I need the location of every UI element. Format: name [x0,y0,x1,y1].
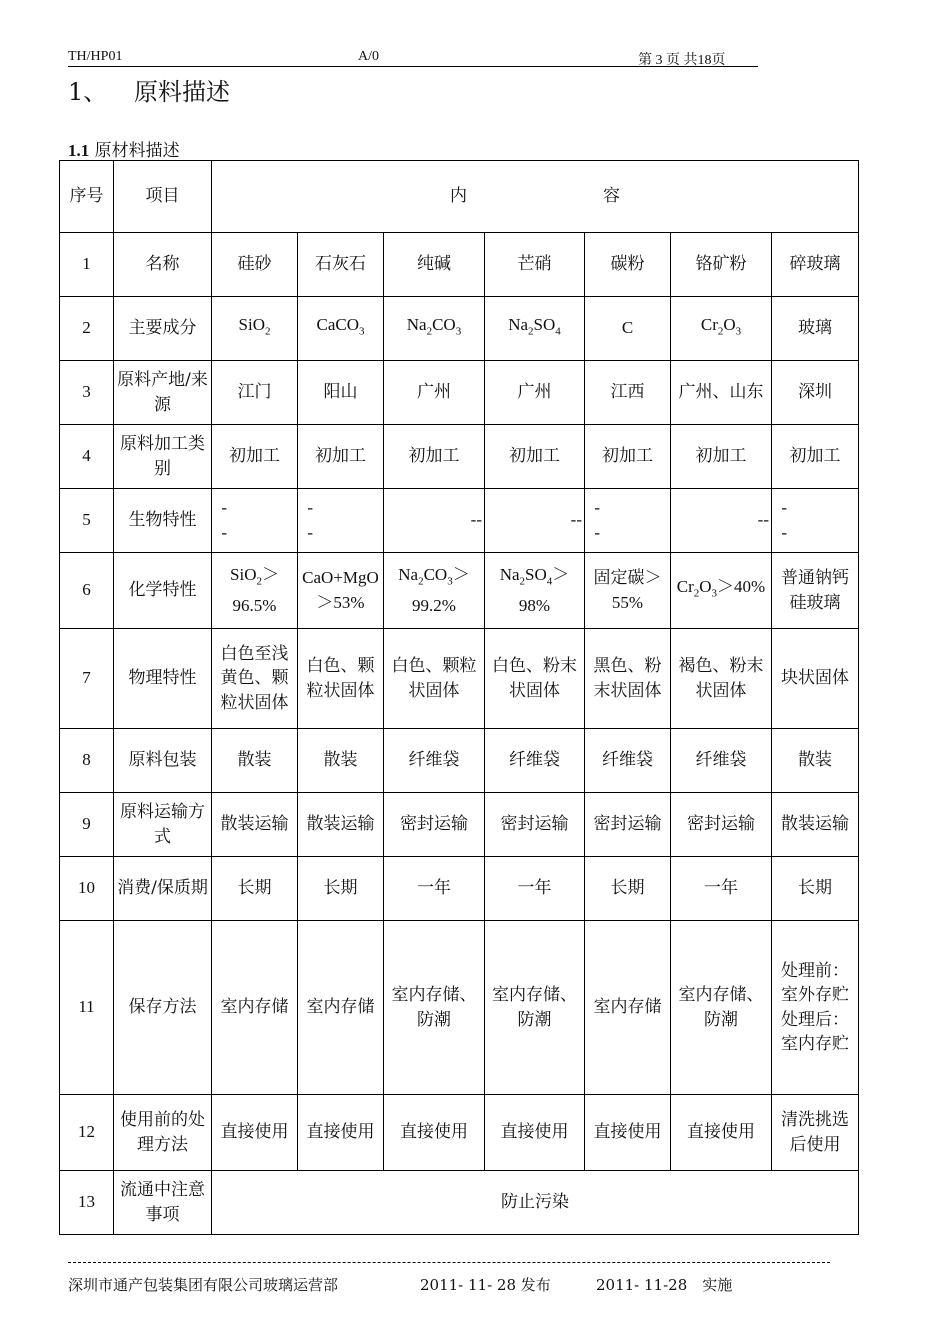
table-cell [585,489,671,553]
table-cell: 纤维袋 [485,729,585,793]
table-cell: $Na_2CO_3>99.2\%$ [384,553,485,629]
table-cell [212,489,298,553]
footer-company: 深圳市通产包装集团有限公司玻璃运营部 [68,1276,339,1294]
table-cell: 密封运输 [384,793,485,857]
table-row [60,233,859,297]
table-cell [671,489,772,553]
dash-glyph: -- [570,510,582,530]
table-cell: 室内存储 [212,921,298,1095]
table-cell: 室内存储 [298,921,384,1095]
table-row [60,1095,859,1171]
table-cell: 密封运输 [585,793,671,857]
table-cell: 石灰石 [298,233,384,297]
table-cell: SiO$_2$ [212,297,298,361]
row-label: 流通中注意事项 [114,1171,212,1235]
row-number: 2 [60,297,114,361]
table-cell: 纯碱 [384,233,485,297]
row-label: 保存方法 [114,921,212,1095]
table-cell: 阳山 [298,361,384,425]
table-cell: 散装运输 [212,793,298,857]
table-cell: 散装 [298,729,384,793]
merged-cell: 防止污染 [212,1171,859,1235]
table-row [60,729,859,793]
materials-table [59,160,859,1235]
table-cell: 初加工 [671,425,772,489]
table-cell [384,489,485,553]
table-cell: 直接使用 [485,1095,585,1171]
table-cell: 长期 [772,857,859,921]
table-cell: C [585,297,671,361]
table-cell: 白色、颗粒状固体 [384,629,485,729]
table-cell: 密封运输 [485,793,585,857]
row-number: 4 [60,425,114,489]
table-cell: 黑色、粉末状固体 [585,629,671,729]
table-cell: 处理前：室外存贮处理后：室内存贮 [772,921,859,1095]
page-info: 第 3 页 共18页 [638,53,726,68]
table-cell: CaCO$_3$ [298,297,384,361]
table-cell: 长期 [298,857,384,921]
table-cell: 密封运输 [671,793,772,857]
table-cell: $Na_2SO_4$ [485,297,585,361]
dash-glyph: -- [781,498,856,542]
table-cell: $Na_2SO_4>98\%$ [485,553,585,629]
table-cell: 直接使用 [585,1095,671,1171]
table-row [60,921,859,1095]
footer-issue-date: 2011- 11- 28 发布 [420,1276,551,1294]
table-row [60,793,859,857]
row-label: 使用前的处理方法 [114,1095,212,1171]
table-cell: 直接使用 [671,1095,772,1171]
row-label: 原料产地/来源 [114,361,212,425]
row-number: 1 [60,233,114,297]
table-header-row [60,161,859,233]
table-cell: 长期 [585,857,671,921]
table-cell: 初加工 [772,425,859,489]
table-cell: 碳粉 [585,233,671,297]
row-number: 6 [60,553,114,629]
table-row [60,1171,859,1235]
table-cell: 散装 [772,729,859,793]
header-seq: 序号 [60,161,114,233]
table-cell: 硅砂 [212,233,298,297]
row-number: 12 [60,1095,114,1171]
dash-glyph: -- [221,498,295,542]
row-number: 8 [60,729,114,793]
table-cell: 初加工 [384,425,485,489]
table-cell: 普通钠钙硅玻璃 [772,553,859,629]
table-cell: $Cr_2O_3$ [671,297,772,361]
table-cell: 江西 [585,361,671,425]
table-cell: 芒硝 [485,233,585,297]
table-cell: 块状固体 [772,629,859,729]
section-number: 1、 [68,78,108,106]
table-cell: 散装运输 [298,793,384,857]
table-cell [298,489,384,553]
table-cell: 广州、山东 [671,361,772,425]
row-number: 9 [60,793,114,857]
row-label: 物理特性 [114,629,212,729]
doc-code: TH/HP01 [68,49,123,64]
table-cell: 纤维袋 [384,729,485,793]
row-number: 3 [60,361,114,425]
table-cell: 室内存储、防潮 [671,921,772,1095]
row-label: 原料运输方式 [114,793,212,857]
table-cell: 纤维袋 [585,729,671,793]
table-cell: 一年 [485,857,585,921]
footer-effective-date: 2011- 11-28 实施 [596,1276,733,1294]
table-cell: 初加工 [212,425,298,489]
table-cell: 广州 [384,361,485,425]
table-cell: 初加工 [298,425,384,489]
subsection-title: 原材料描述 [94,141,180,161]
footer-divider [68,1262,830,1263]
table-row [60,425,859,489]
row-number: 10 [60,857,114,921]
table-cell: $Cr_2O_3>40\%$ [671,553,772,629]
doc-version: A/0 [358,49,379,64]
table-cell: 广州 [485,361,585,425]
table-cell: 深圳 [772,361,859,425]
table-cell: 直接使用 [384,1095,485,1171]
table-cell: CaO+MgO＞53% [298,553,384,629]
table-cell: 直接使用 [212,1095,298,1171]
table-cell: 直接使用 [298,1095,384,1171]
row-label: 原料包装 [114,729,212,793]
table-cell: 室内存储 [585,921,671,1095]
table-cell: 铬矿粉 [671,233,772,297]
table-row [60,629,859,729]
table-cell [772,489,859,553]
row-number: 5 [60,489,114,553]
table-cell: 白色至浅黄色、颗粒状固体 [212,629,298,729]
dash-glyph: -- [757,510,769,530]
table-row [60,857,859,921]
table-cell: 江门 [212,361,298,425]
subsection-heading [68,136,180,161]
dash-glyph: -- [470,510,482,530]
row-label: 化学特性 [114,553,212,629]
page-header [68,48,758,67]
table-cell: 碎玻璃 [772,233,859,297]
subsection-number: 1.1 [68,141,90,160]
table-cell: 散装运输 [772,793,859,857]
table-cell [485,489,585,553]
table-cell: 玻璃 [772,297,859,361]
header-content: 内 容 [212,161,859,233]
table-row [60,297,859,361]
table-cell: 白色、粉末状固体 [485,629,585,729]
row-label: 名称 [114,233,212,297]
row-number: 13 [60,1171,114,1235]
table-cell: 散装 [212,729,298,793]
section-title: 原料描述 [134,78,230,106]
section-heading [68,72,230,107]
table-cell: 初加工 [585,425,671,489]
table-row [60,489,859,553]
table-cell: 室内存储、防潮 [384,921,485,1095]
dash-glyph: -- [307,498,381,542]
table-cell: 固定碳＞55% [585,553,671,629]
row-label: 原料加工类别 [114,425,212,489]
table-cell: 室内存储、防潮 [485,921,585,1095]
row-label: 消费/保质期 [114,857,212,921]
row-label: 生物特性 [114,489,212,553]
table-cell: SiO$_2$＞96.5% [212,553,298,629]
row-label: 主要成分 [114,297,212,361]
table-cell: 清洗挑选后使用 [772,1095,859,1171]
table-cell: 一年 [671,857,772,921]
table-cell: 褐色、粉末状固体 [671,629,772,729]
row-number: 11 [60,921,114,1095]
dash-glyph: -- [594,498,668,542]
table-row [60,361,859,425]
table-cell: 白色、颗粒状固体 [298,629,384,729]
table-cell: 一年 [384,857,485,921]
header-item: 项目 [114,161,212,233]
table-cell: 初加工 [485,425,585,489]
table-cell: 长期 [212,857,298,921]
table-cell: $Na_2CO_3$ [384,297,485,361]
table-cell: 纤维袋 [671,729,772,793]
table-row [60,553,859,629]
row-number: 7 [60,629,114,729]
